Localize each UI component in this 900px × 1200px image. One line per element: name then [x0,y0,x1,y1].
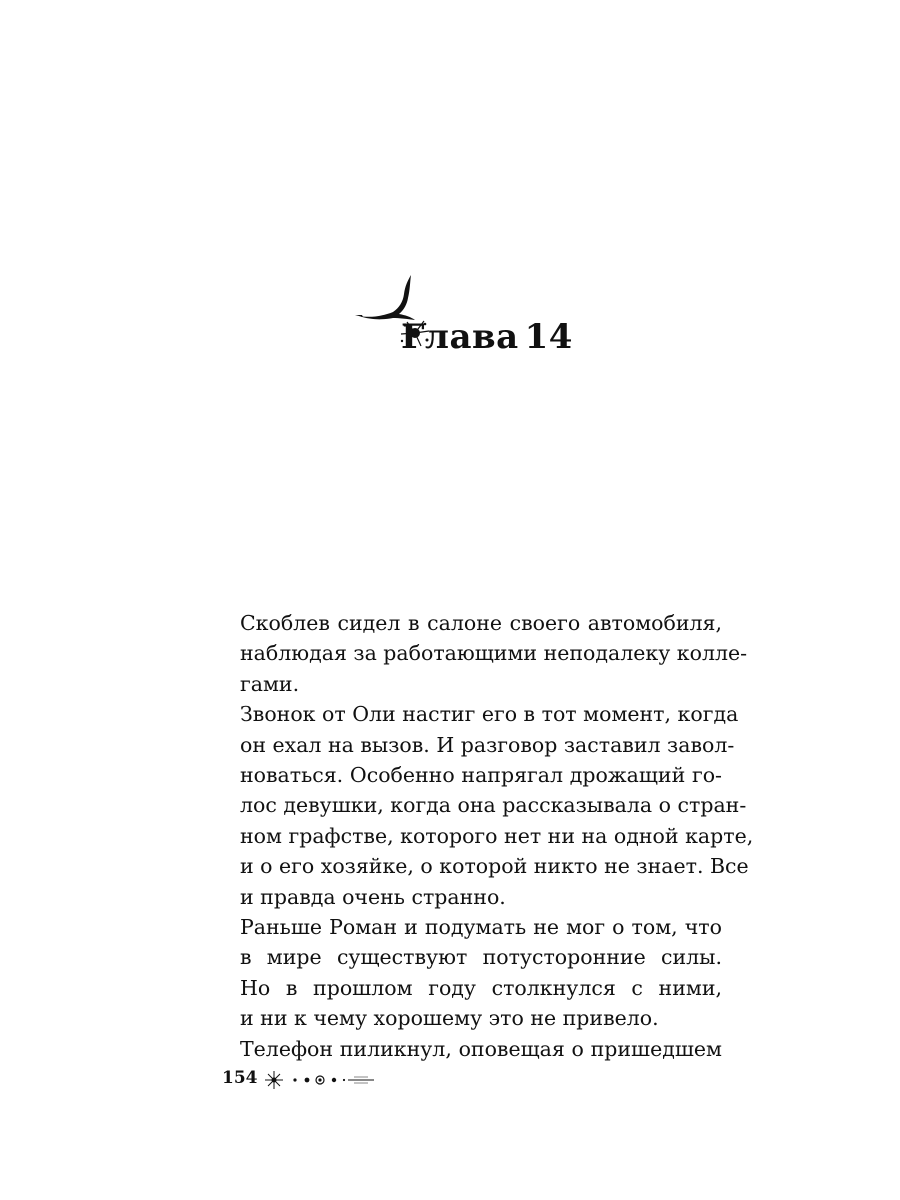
paragraph [240,912,722,1034]
text-line: в мире существуют потусторонние силы. [240,945,722,970]
text-line: Звонок от Оли настиг его в тот момент, когда [240,702,739,727]
body-text [240,608,754,1064]
chapter-title [401,317,573,357]
chapter-title-word: Глава [401,317,519,357]
text-line: Телефон пиликнул, оповещая о пришедшем [240,1036,722,1061]
page-footer [222,1068,422,1092]
paragraph [240,608,748,699]
text-line: новаться. Особенно напрягал дрожащий го- [240,763,722,788]
paragraph [240,699,754,912]
text-line: и о его хозяйке, о которой никто не знает. Все [240,854,749,879]
text-line: Но в прошлом году столкнулся с ними, [240,975,722,1000]
dots-and-sparkle-ornament-icon [264,1068,404,1092]
text-line: наблюдая за работающими неподалеку колле- [240,641,748,666]
text-line: и правда очень странно. [240,884,506,909]
text-line: ном графстве, которого нет ни на одной карте, [240,823,754,848]
text-line: и ни к чему хорошему это не привело. [240,1006,659,1031]
chapter-number: 14 [524,317,573,357]
text-line: он ехал на вызов. И разговор заставил завол- [240,732,735,757]
page-number: 154 [222,1068,258,1088]
paragraph [240,1034,722,1064]
chapter-heading [345,268,585,378]
text-line: гами. [240,671,300,696]
text-line: лос девушки, когда она рассказывала о стран- [240,793,747,818]
text-line: Раньше Роман и подумать не мог о том, что [240,915,722,940]
text-line: Скоблев сидел в салоне своего автомобиля, [240,611,722,635]
